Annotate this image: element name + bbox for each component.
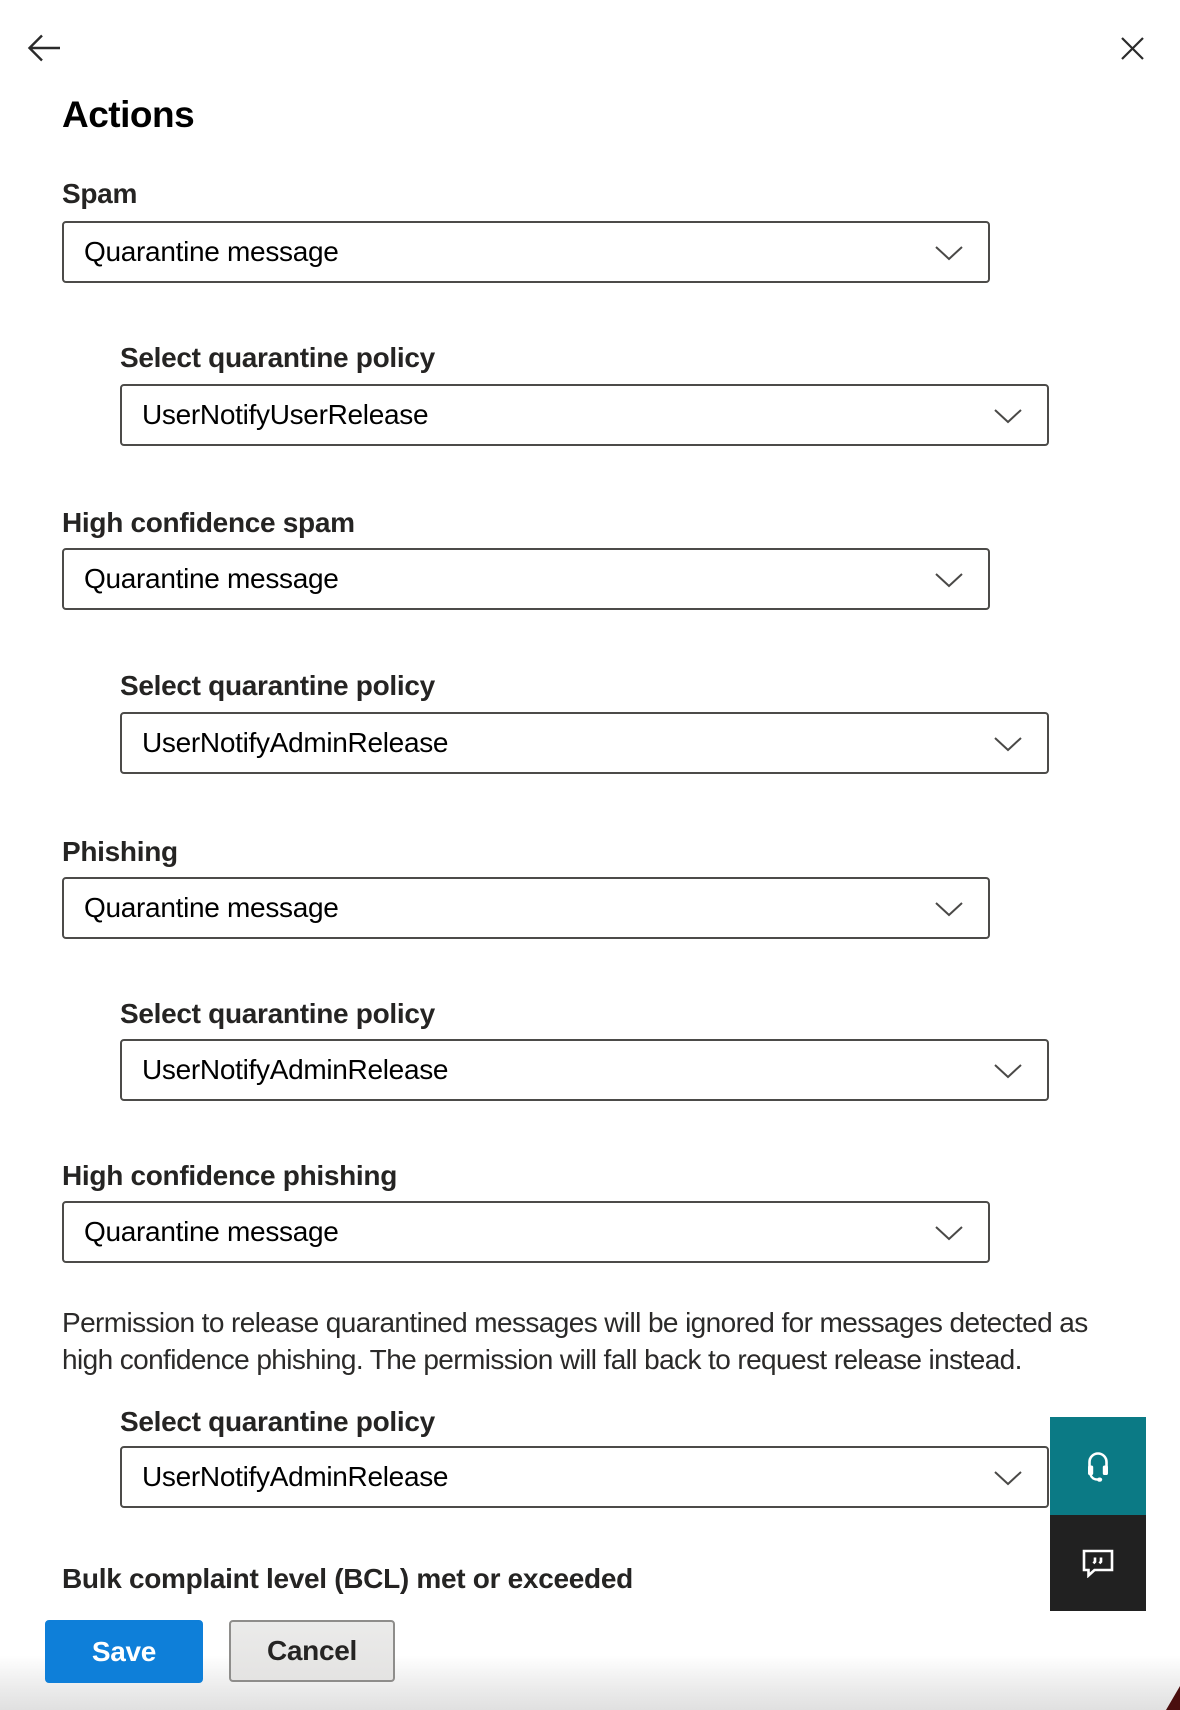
chevron-down-icon (993, 736, 1023, 752)
high-confidence-phishing-policy-label: Select quarantine policy (120, 1406, 435, 1437)
spam-quarantine-policy-select[interactable] (120, 384, 1049, 446)
high-confidence-phishing-quarantine-policy-select[interactable] (120, 1446, 1049, 1508)
headset-icon (1085, 1449, 1111, 1483)
chevron-down-icon (993, 408, 1023, 424)
high-confidence-phishing-quarantine-policy-value: UserNotifyAdminRelease (142, 1461, 449, 1492)
feedback-button[interactable] (1050, 1515, 1146, 1611)
note-line-1: Permission to release quarantined messages will be ignored for messages detected as (62, 1307, 1088, 1338)
back-arrow-icon (26, 32, 62, 64)
high-confidence-phishing-note (62, 1304, 1088, 1378)
spam-action-select[interactable] (62, 221, 990, 283)
section-label-high-confidence-spam: High confidence spam (62, 507, 355, 538)
section-label-spam: Spam (62, 178, 138, 209)
close-icon (1119, 35, 1146, 62)
chevron-down-icon (993, 1063, 1023, 1079)
phishing-policy-label: Select quarantine policy (120, 998, 435, 1029)
cancel-button[interactable]: Cancel (229, 1620, 395, 1682)
back-button[interactable] (25, 30, 63, 66)
phishing-quarantine-policy-value: UserNotifyAdminRelease (142, 1054, 449, 1085)
high-confidence-spam-quarantine-policy-select[interactable] (120, 712, 1049, 774)
chevron-down-icon (993, 1470, 1023, 1486)
chevron-down-icon (934, 572, 964, 588)
chevron-down-icon (934, 1225, 964, 1241)
high-confidence-spam-policy-label: Select quarantine policy (120, 670, 435, 701)
spam-action-value: Quarantine message (84, 236, 339, 267)
page-title: Actions (62, 94, 195, 135)
high-confidence-spam-quarantine-policy-value: UserNotifyAdminRelease (142, 727, 449, 758)
chevron-down-icon (934, 245, 964, 261)
high-confidence-phishing-action-select[interactable] (62, 1201, 990, 1263)
close-button[interactable] (1117, 33, 1147, 63)
section-label-high-confidence-phishing: High confidence phishing (62, 1160, 398, 1191)
note-line-2: high confidence phishing. The permission will fall back to request release instead. (62, 1344, 1022, 1375)
high-confidence-phishing-action-value: Quarantine message (84, 1216, 339, 1247)
spam-quarantine-policy-value: UserNotifyUserRelease (142, 399, 429, 430)
phishing-quarantine-policy-select[interactable] (120, 1039, 1049, 1101)
spam-policy-label: Select quarantine policy (120, 342, 435, 373)
chat-bubble-icon (1081, 1548, 1115, 1578)
section-label-phishing: Phishing (62, 836, 178, 867)
high-confidence-spam-action-value: Quarantine message (84, 563, 339, 594)
phishing-action-select[interactable] (62, 877, 990, 939)
chevron-down-icon (934, 901, 964, 917)
high-confidence-spam-action-select[interactable] (62, 548, 990, 610)
help-button[interactable] (1050, 1417, 1146, 1515)
save-button[interactable]: Save (45, 1620, 203, 1683)
section-label-bulk-complaint-level: Bulk complaint level (BCL) met or exceeded (62, 1563, 633, 1594)
phishing-action-value: Quarantine message (84, 892, 339, 923)
